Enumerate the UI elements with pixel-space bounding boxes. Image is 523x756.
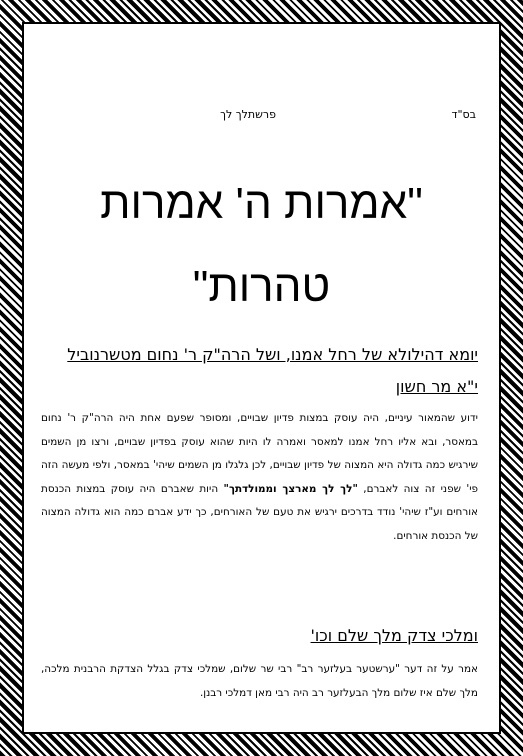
section-1-text-a: ידוע שהמאור עיניים, היה עוסק במצות פדיון שבויים, ומסופר שפעם אחת היה הרה"ק ר' נחום במאסר, ובא אליו רחל אמנו למאסר ואמרה לו היות שהוא עוסק בפדיון שבויים, ורצו מן השמים שירגיש כמה גדולה היא המצוה של פדיון שבויים, לכן גלגלו מן השמים שיהי' במאסר, ולפי מעשה הזה פי' שפני זה צוה לאברם,: [41, 412, 479, 495]
document-page: [27, 27, 496, 729]
bsd-label: בס"ד: [451, 108, 476, 121]
section-2-body: אמר על זה דער "ערשטער בעלזער רב" רבי שר שלום, שמלכי צדק בגלל הצדקת הרבנית מלכה, מלך שלם איז שלום מלך הבעלזער רב היה רבי מאן דמלכי רבנן.: [41, 663, 478, 699]
title-line-2: טהרות": [192, 262, 331, 311]
section-1-text-b: היות שאברם היה עוסק במצות הכנסת אורחים וע"ז שיהי' נודד בדרכים ירגיש את טעם של האורחים, כך ידע אברם כמה הוא גדולה המצוה של הכנסת אורחים.: [41, 482, 478, 542]
title-line-1: "אמרות ה' אמרות: [100, 179, 423, 228]
section-1-bold-phrase: "לך לך מארצך וממולדתך": [223, 482, 358, 495]
section-2-heading: ומלכי צדק מלך שלם וכו': [310, 626, 478, 645]
section-1-body: [41, 407, 478, 548]
page-title: [27, 162, 496, 328]
parsha-label: פרשתלך לך: [220, 108, 276, 121]
section-1-heading: יומא דהילולא של רחל אמנו, ושל הרה"ק ר' נחום מטשרנוביל י"א מר חשון: [67, 345, 478, 396]
